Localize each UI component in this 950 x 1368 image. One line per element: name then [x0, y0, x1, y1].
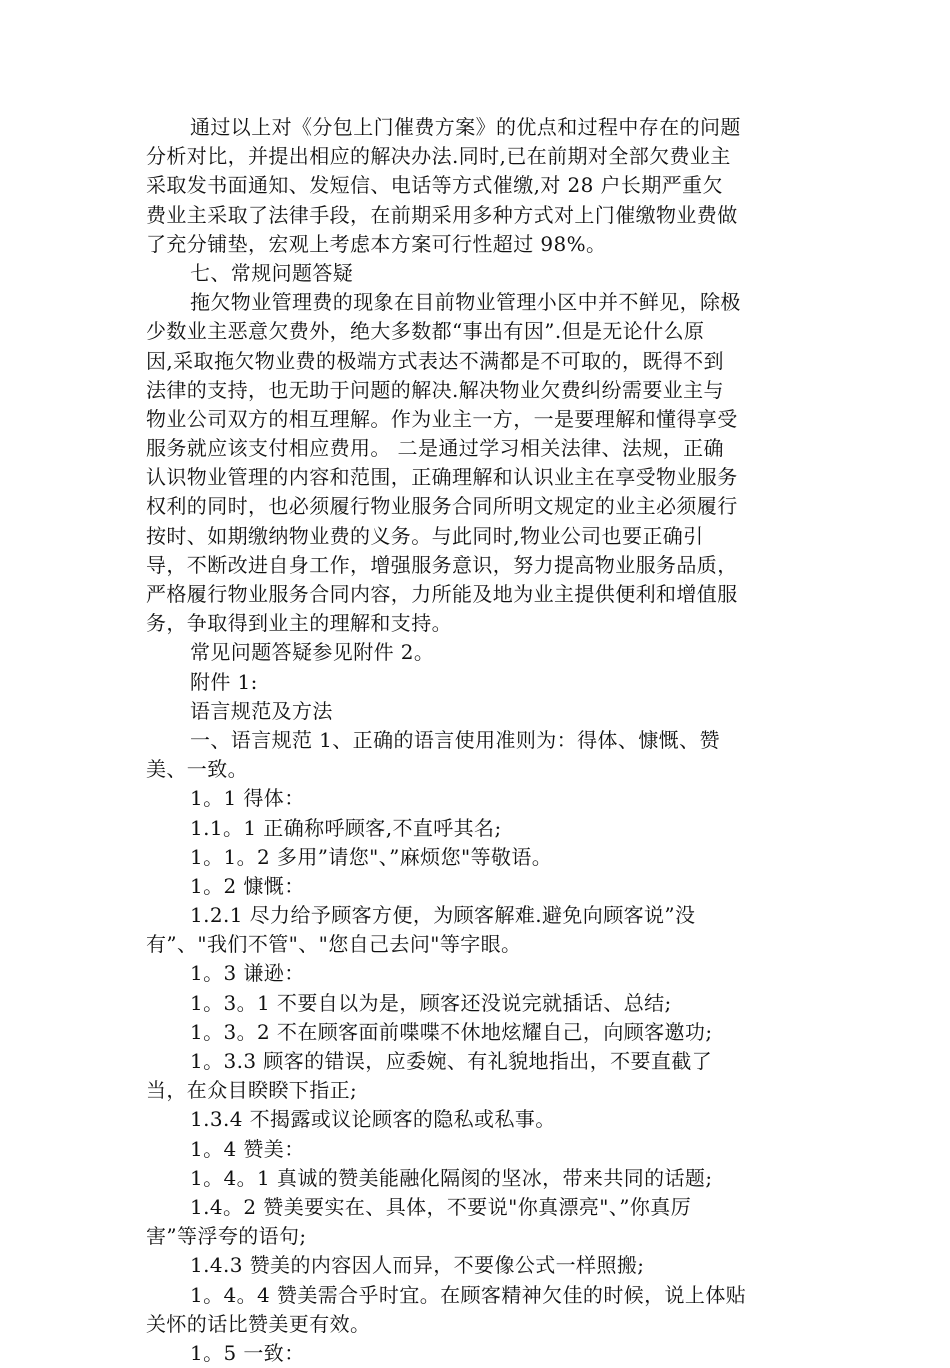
- text-line: 采取发书面通知、发短信、电话等方式催缴,对 28 户长期严重欠: [146, 173, 723, 198]
- text-line: 七、常规问题答疑: [190, 260, 354, 285]
- text-line: 美、一致。: [146, 757, 248, 782]
- text-line: 1.3.4 不揭露或议论顾客的隐私或私事。: [190, 1107, 556, 1132]
- text-line: 1.4。2 赞美要实在、具体，不要说"你真漂亮"、”你真厉: [190, 1194, 692, 1219]
- text-line: 1。5 一致：: [190, 1340, 305, 1365]
- text-line: 通过以上对《分包上门催费方案》的优点和过程中存在的问题: [190, 115, 741, 139]
- text-line: 1。3。1 不要自以为是，顾客还没说完就插话、总结;: [190, 990, 672, 1015]
- text-line: 1。3.3 顾客的错误，应委婉、有礼貌地指出，不要直截了: [190, 1049, 713, 1073]
- text-line: 1。3。2 不在顾客面前喋喋不休地炫耀自己，向顾客邀功;: [190, 1019, 713, 1044]
- text-line: 1。4 赞美：: [190, 1136, 305, 1161]
- text-line: 1。1。2 多用”请您"、”麻烦您"等敬语。: [190, 844, 553, 869]
- text-line: 1。4。1 真诚的赞美能融化隔阂的坚冰，带来共同的话题;: [190, 1165, 713, 1190]
- text-line: 1。2 慷慨：: [190, 873, 305, 898]
- text-line: 服务就应该支付相应费用。 二是通过学习相关法律、法规，正确: [146, 436, 724, 461]
- text-line: 1。1 得体：: [190, 786, 305, 811]
- text-line: 认识物业管理的内容和范围，正确理解和认识业主在享受物业服务: [146, 465, 738, 490]
- text-line: 法律的支持，也无助于问题的解决.解决物业欠费纠纷需要业主与: [146, 377, 724, 402]
- text-line: 有”、"我们不管"、"您自己去问"等字眼。: [146, 932, 522, 957]
- text-line: 1.4.3 赞美的内容因人而异，不要像公式一样照搬;: [190, 1253, 645, 1278]
- text-line: 因,采取拖欠物业费的极端方式表达不满都是不可取的，既得不到: [146, 348, 724, 373]
- text-line: 少数业主恶意欠费外，绝大多数都“事出有因”.但是无论什么原: [146, 319, 705, 344]
- text-line: 语言规范及方法: [190, 698, 333, 723]
- text-line: 1。4。4 赞美需合乎时宜。在顾客精神欠佳的时候，说上体贴: [190, 1282, 747, 1307]
- text-line: 1.2.1 尽力给予顾客方便，为顾客解难.避免向顾客说”没: [190, 903, 696, 928]
- text-line: 导，不断改进自身工作，增强服务意识，努力提高物业服务品质，: [146, 552, 738, 577]
- text-line: 按时、如期缴纳物业费的义务。与此同时,物业公司也要正确引: [146, 523, 704, 548]
- text-line: 1.1。1 正确称呼顾客,不直呼其名;: [190, 815, 502, 840]
- text-line: 务，争取得到业主的理解和支持。: [146, 611, 452, 636]
- text-line: 附件 1:: [190, 669, 258, 694]
- text-line: 严格履行物业服务合同内容，力所能及地为业主提供便利和增值服: [146, 582, 738, 606]
- text-line: 当，在众目睽睽下指正;: [146, 1078, 358, 1103]
- text-line: 关怀的话比赞美更有效。: [146, 1311, 371, 1336]
- text-line: 费业主采取了法律手段，在前期采用多种方式对上门催缴物业费做: [146, 202, 738, 227]
- text-line: 拖欠物业管理费的现象在目前物业管理小区中并不鲜见，除极: [190, 290, 741, 315]
- text-line: 害”等浮夸的语句;: [146, 1224, 307, 1249]
- text-line: 一、语言规范 1、正确的语言使用准则为：得体、慷慨、赞: [190, 727, 720, 752]
- text-line: 物业公司双方的相互理解。作为业主一方，一是要理解和懂得享受: [146, 406, 738, 431]
- text-line: 权利的同时，也必须履行物业服务合同所明文规定的业主必须履行: [146, 494, 738, 519]
- text-line: 分析对比，并提出相应的解决办法.同时,已在前期对全部欠费业主: [146, 144, 731, 169]
- text-line: 1。3 谦逊：: [190, 961, 305, 986]
- text-line: 了充分铺垫，宏观上考虑本方案可行性超过 98%。: [146, 231, 607, 256]
- document-body: [146, 113, 806, 1368]
- text-line: 常见问题答疑参见附件 2。: [190, 640, 435, 665]
